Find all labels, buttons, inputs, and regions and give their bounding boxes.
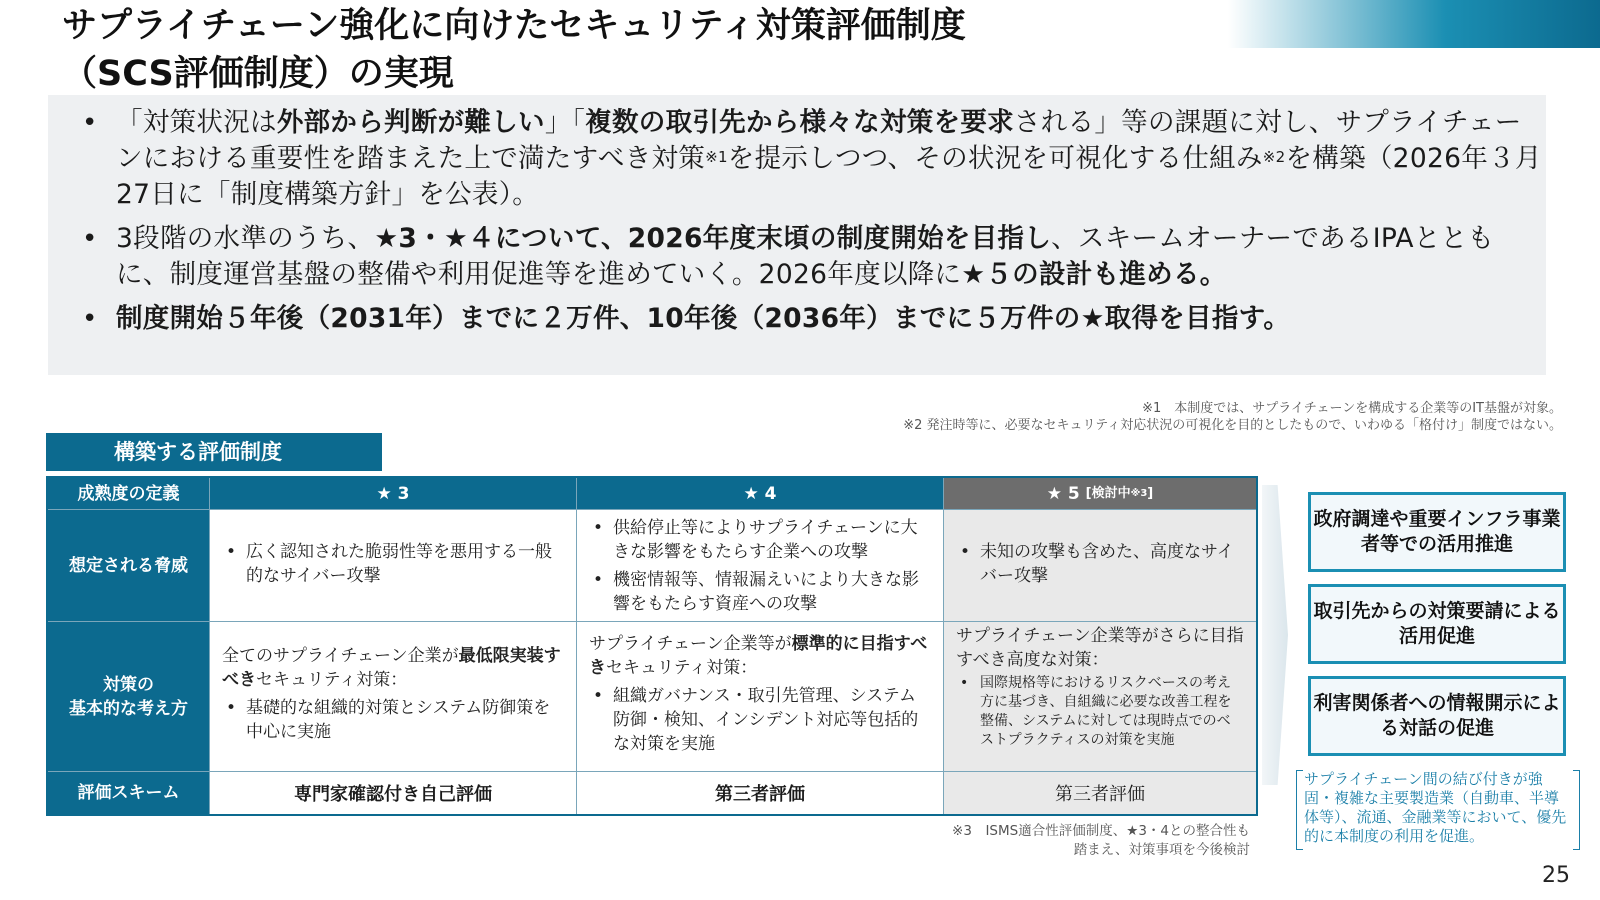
scheme-star3: 専門家確認付き自己評価 [210, 772, 577, 814]
page-title-line1: サプライチェーン強化に向けたセキュリティ対策評価制度 [62, 6, 966, 46]
goal-box-government: 政府調達や重要インフラ事業者等での活用推進 [1308, 492, 1566, 572]
row-approach-label: 対策の 基本的な考え方 [48, 622, 210, 772]
header-gradient-bar [980, 0, 1600, 48]
scheme-star4: 第三者評価 [577, 772, 944, 814]
priority-note: サプライチェーン間の結び付きが強固・複雑な主要製造業（自動車、半導体等）、流通、金融業等において、優先的に本制度の利用を促進。 [1296, 770, 1580, 850]
summary-bullet-2: • 3段階の水準のうち、★3・★４について、2026年度末頃の制度開始を目指し、スキームオーナーであるIPAとともに、制度運営基盤の整備や利用促進等を進めていく。2026年度以降に★５の設計も進める。 [116, 221, 1546, 293]
approach-star3: 全てのサプライチェーン企業が最低限実装すべきセキュリティ対策： • 基礎的な組織的対策とシステム防御策を中心に実施 [210, 622, 577, 772]
approach-star5: サプライチェーン企業等がさらに目指すべき高度な対策： • 国際規格等におけるリスクベースの考え方に基づき、自組織に必要な改善工程を整備、システムに対しては現時点でのベストプラクティスの対策を実施 [944, 622, 1256, 772]
header-star4: ★ 4 [577, 478, 944, 510]
row-scheme-label: 評価スキーム [48, 772, 210, 814]
right-arrow-icon [1262, 485, 1288, 785]
footnote-2: ※2 発注時等に、必要なセキュリティ対応状況の可視化を目的としたもので、いわゆる「格付け」制度ではない。 [903, 418, 1562, 433]
summary-bullet-3: • 制度開始５年後（2031年）までに２万件、10年後（2036年）までに５万件の★取得を目指す。 [116, 301, 1546, 337]
page-title-line2: （SCS評価制度）の実現 [62, 54, 454, 94]
threat-star5: • 未知の攻撃も含めた、高度なサイバー攻撃 [944, 510, 1256, 622]
goal-box-business-partners: 取引先からの対策要請による活用促進 [1308, 584, 1566, 664]
threat-star4: • 供給停止等によりサプライチェーンに大きな影響をもたらす企業への攻撃 • 機密情報等、情報漏えいにより大きな影響をもたらす資産への攻撃 [577, 510, 944, 622]
header-maturity: 成熟度の定義 [48, 478, 210, 510]
threat-star3: • 広く認知された脆弱性等を悪用する一般的なサイバー攻撃 [210, 510, 577, 622]
summary-bullet-1: • 「対策状況は外部から判断が難しい」「複数の取引先から様々な対策を要求される」等の課題に対し、サプライチェーンにおける重要性を踏まえた上で満たすべき対策$^{※1}$を提示しつつ、その状況を可視化する仕組み$^{※2}$を構築（2026年３月27日に「制度構築方針」を公表）。 [116, 105, 1546, 213]
row-threats-label: 想定される脅威 [48, 510, 210, 622]
page-number: 25 [1542, 863, 1570, 888]
footnote-1: ※1 本制度では、サプライチェーンを構成する企業等のIT基盤が対象。 [1142, 401, 1562, 416]
header-star5: ★ 5 [検討中 ※3 ] [944, 478, 1256, 510]
approach-star4: サプライチェーン企業等が標準的に目指すべきセキュリティ対策： • 組織ガバナンス・取引先管理、システム防御・検知、インシデント対応等包括的な対策を実施 [577, 622, 944, 772]
summary-box [48, 95, 1546, 375]
footnote-3: ※3 ISMS適合性評価制度、★3・4との整合性も踏まえ、対策事項を今後検討 [952, 823, 1250, 858]
scheme-star5: 第三者評価 [944, 772, 1256, 814]
header-star3: ★ 3 [210, 478, 577, 510]
page-title [62, 2, 966, 98]
evaluation-table [46, 476, 1258, 816]
section-tab: 構築する評価制度 [46, 433, 382, 471]
footnotes [903, 400, 1562, 434]
goal-box-stakeholders: 利害関係者への情報開示による対話の促進 [1308, 676, 1566, 756]
